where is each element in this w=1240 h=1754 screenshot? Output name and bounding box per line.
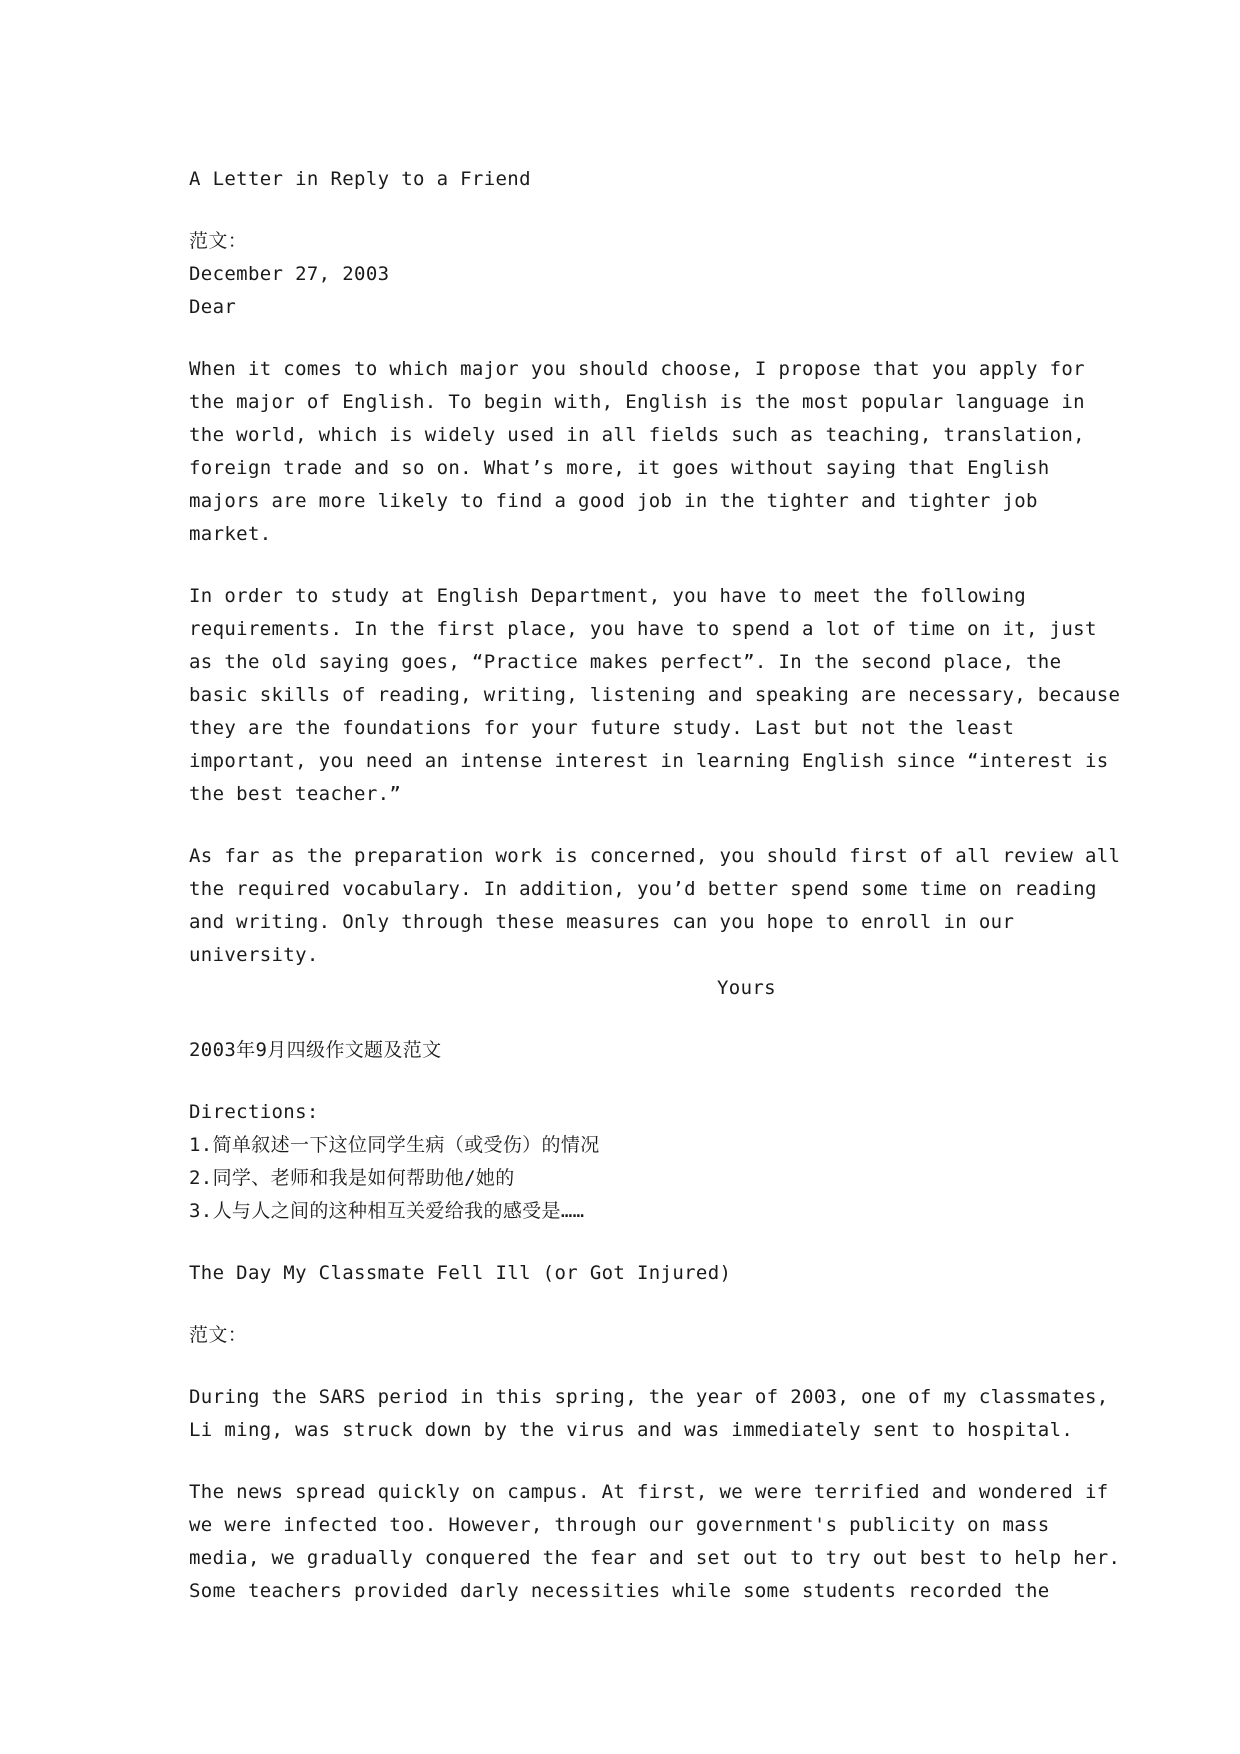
paragraph-line: The news spread quickly on campus. At first, we were terrified and wondered if xyxy=(189,1481,1109,1503)
paragraph-line: and writing. Only through these measures can you hope to enroll in our xyxy=(189,911,1015,933)
spacer xyxy=(189,1447,1069,1476)
direction-item-2: 2.同学、老师和我是如何帮助他/她的 xyxy=(189,1167,515,1189)
paragraph-line: requirements. In the first place, you have to spend a lot of time on it, just xyxy=(189,618,1097,640)
paragraph-line: the world, which is widely used in all fields such as teaching, translation, xyxy=(189,424,1085,446)
spacer xyxy=(189,811,1069,840)
paragraph-line: as the old saying goes, “Practice makes perfect”. In the second place, the xyxy=(189,651,1062,673)
spacer xyxy=(189,1290,1069,1319)
spacer xyxy=(189,196,1069,225)
paragraph-line: media, we gradually conquered the fear and set out to try out best to help her. xyxy=(189,1547,1121,1569)
paragraph-line: Some teachers provided darly necessities while some students recorded the xyxy=(189,1580,1050,1602)
paragraph-line: university. xyxy=(189,944,319,966)
paragraph-line: important, you need an intense interest in learning English since “interest is xyxy=(189,750,1109,772)
paragraph-line: When it comes to which major you should choose, I propose that you apply for xyxy=(189,358,1085,380)
paragraph-line: the major of English. To begin with, English is the most popular language in xyxy=(189,391,1085,413)
spacer xyxy=(189,1352,1069,1381)
direction-item-1: 1.简单叙述一下这位同学生病（或受伤）的情况 xyxy=(189,1134,600,1156)
paragraph-line: the best teacher.” xyxy=(189,783,402,805)
paragraph-line: During the SARS period in this spring, the year of 2003, one of my classmates, xyxy=(189,1386,1109,1408)
letter-date: December 27, 2003 xyxy=(189,263,390,285)
model-essay-label: 范文： xyxy=(189,1324,248,1346)
essay-paragraph-2 xyxy=(189,1476,1121,1608)
paragraph-line: foreign trade and so on. What’s more, it goes without saying that English xyxy=(189,457,1050,479)
letter-salutation: Dear xyxy=(189,296,237,318)
letter-paragraph-1 xyxy=(189,353,1085,551)
spacer xyxy=(189,1067,1069,1096)
essay-title: The Day My Classmate Fell Ill (or Got Injured) xyxy=(189,1262,732,1284)
essay-paragraph-1 xyxy=(189,1381,1109,1447)
paragraph-line: basic skills of reading, writing, listening and speaking are necessary, because xyxy=(189,684,1121,706)
paragraph-line: As far as the preparation work is concerned, you should first of all review all xyxy=(189,845,1121,867)
paragraph-line: majors are more likely to find a good job in the tighter and tighter job xyxy=(189,490,1038,512)
paragraph-line: they are the foundations for your future study. Last but not the least xyxy=(189,717,1015,739)
letter-title: A Letter in Reply to a Friend xyxy=(189,168,531,190)
spacer xyxy=(189,1228,1069,1257)
model-essay-label: 范文： xyxy=(189,230,248,252)
section-heading: 2003年9月四级作文题及范文 xyxy=(189,1039,442,1061)
paragraph-line: we were infected too. However, through our government's publicity on mass xyxy=(189,1514,1050,1536)
paragraph-line: In order to study at English Department, you have to meet the following xyxy=(189,585,1027,607)
paragraph-line: the required vocabulary. In addition, you’d better spend some time on reading xyxy=(189,878,1097,900)
spacer xyxy=(189,551,1069,580)
paragraph-line: Li ming, was struck down by the virus and was immediately sent to hospital. xyxy=(189,1419,1074,1441)
direction-item-3: 3.人与人之间的这种相互关爱给我的感受是…… xyxy=(189,1200,585,1222)
paragraph-line: market. xyxy=(189,523,272,545)
spacer xyxy=(189,1005,1069,1034)
letter-paragraph-3 xyxy=(189,840,1121,972)
spacer xyxy=(189,324,1069,353)
directions-label: Directions: xyxy=(189,1101,319,1123)
letter-paragraph-2 xyxy=(189,580,1121,811)
document-body xyxy=(189,163,1121,1608)
letter-closing: Yours xyxy=(717,977,776,999)
